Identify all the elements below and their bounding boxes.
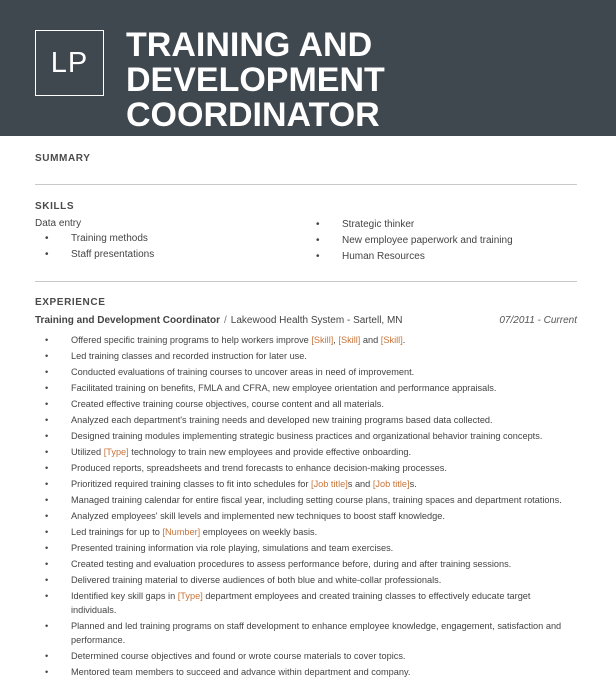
job-header	[35, 315, 577, 326]
placeholder-text: [Skill]	[338, 335, 361, 345]
title-line: COORDINATOR	[126, 96, 380, 134]
bullet-text: Utilized	[71, 447, 104, 457]
bullet-text: and	[360, 335, 381, 345]
skill-item: • Human Resources	[316, 251, 513, 267]
resume-header	[0, 0, 616, 136]
skills-left-list	[45, 233, 154, 265]
experience-bullet	[35, 333, 575, 347]
title-line: TRAINING AND	[126, 26, 373, 64]
bullet-text: Mentored team members to succeed and advance within department and company.	[71, 667, 411, 678]
bullet-text: Created effective training course objectives, course content and all materials.	[71, 399, 384, 409]
bullet-text: Conducted evaluations of training courses to uncover areas in need of improvement.	[71, 367, 415, 377]
bullet-text: Led training classes and recorded instruction for later use.	[71, 351, 307, 361]
experience-bullet	[35, 349, 575, 363]
section-divider	[35, 281, 577, 282]
placeholder-text: [Job title]	[311, 479, 348, 489]
job-separator: /	[224, 315, 227, 326]
experience-bullet	[35, 619, 575, 647]
job-dates: 07/2011 - Current	[499, 315, 577, 326]
placeholder-text: [Skill]	[380, 335, 403, 345]
experience-bullet	[35, 429, 575, 443]
skill-item: • Staff presentations	[45, 249, 154, 265]
experience-bullet	[35, 413, 575, 427]
placeholder-text: [Type]	[177, 591, 203, 601]
section-divider	[35, 184, 577, 185]
experience-bullet	[35, 665, 575, 679]
placeholder-text: [Type]	[103, 447, 129, 457]
experience-bullet	[35, 525, 575, 539]
bullet-text: Identified key skill gaps in	[71, 591, 178, 601]
skills-right-list	[316, 219, 513, 267]
bullet-text: Analyzed employees' skill levels and implemented new techniques to boost staff knowledge.	[71, 511, 445, 521]
bullet-text: Presented training information via role playing, simulations and team exercises.	[71, 543, 394, 553]
experience-bullet	[35, 557, 575, 571]
experience-bullet	[35, 365, 575, 379]
bullet-text: Analyzed each department's training needs and developed new training programs based data collected.	[71, 415, 493, 425]
experience-bullet	[35, 461, 575, 475]
experience-bullet	[35, 589, 575, 617]
bullet-text: s and	[347, 479, 373, 489]
bullet-text: Determined course objectives and found or wrote course materials to cover topics.	[71, 651, 406, 662]
experience-bullet	[35, 445, 575, 459]
bullet-text: Designed training modules implementing strategic business practices and organizational behavior training concepts.	[71, 431, 543, 441]
bullet-text: ,	[333, 335, 339, 345]
bullet-text: employees on weekly basis.	[200, 527, 318, 537]
skill-item: • Training methods	[45, 233, 154, 249]
title-line: DEVELOPMENT	[126, 61, 385, 99]
bullet-text: Offered specific training programs to help workers improve	[71, 335, 312, 345]
experience-bullet	[35, 649, 575, 663]
employer: Lakewood Health System - Sartell, MN	[230, 315, 403, 326]
bullet-text: technology to train new employees and provide effective onboarding.	[128, 447, 411, 457]
experience-bullets	[35, 333, 575, 681]
experience-bullet	[35, 573, 575, 587]
experience-bullet	[35, 381, 575, 395]
experience-bullet	[35, 541, 575, 555]
experience-bullet	[35, 397, 575, 411]
bullet-text: Prioritized required training classes to fit into schedules for	[71, 479, 312, 489]
page-title	[126, 28, 385, 133]
skill-item: • New employee paperwork and training	[316, 235, 513, 251]
skill-item: Data entry	[35, 218, 82, 229]
experience-heading: EXPERIENCE	[35, 297, 106, 308]
bullet-text: Facilitated training on benefits, FMLA and CFRA, new employee orientation and performance appraisals.	[71, 383, 497, 393]
experience-bullet	[35, 477, 575, 491]
monogram-badge: LP	[35, 30, 104, 96]
bullet-text: Led trainings for up to	[71, 527, 163, 537]
bullet-text: department employees and created training classes to effectively educate target individuals.	[71, 591, 531, 616]
skills-heading: SKILLS	[35, 201, 75, 212]
bullet-text: .	[402, 335, 406, 345]
bullet-text: Delivered training material to diverse audiences of both blue and white-collar professionals.	[71, 575, 442, 585]
placeholder-text: [Job title]	[372, 479, 410, 489]
bullet-text: s.	[409, 479, 417, 489]
skill-item: • Strategic thinker	[316, 219, 513, 235]
bullet-text: Created testing and evaluation procedures to assess performance before, during and after training sessions.	[71, 559, 512, 569]
placeholder-text: [Skill]	[311, 335, 334, 345]
bullet-text: Planned and led training programs on staff development to enhance employee knowledge, engagement, satisfaction and performance.	[71, 621, 562, 646]
job-title: Training and Development Coordinator	[35, 315, 221, 326]
placeholder-text: [Number]	[162, 527, 201, 537]
summary-heading: SUMMARY	[35, 153, 91, 164]
experience-bullet	[35, 493, 575, 507]
bullet-text: Managed training calendar for entire fiscal year, including setting course plans, training spaces and department rotations.	[71, 495, 562, 505]
bullet-text: Produced reports, spreadsheets and trend forecasts to enhance decision-making processes.	[71, 463, 447, 473]
experience-bullet	[35, 509, 575, 523]
